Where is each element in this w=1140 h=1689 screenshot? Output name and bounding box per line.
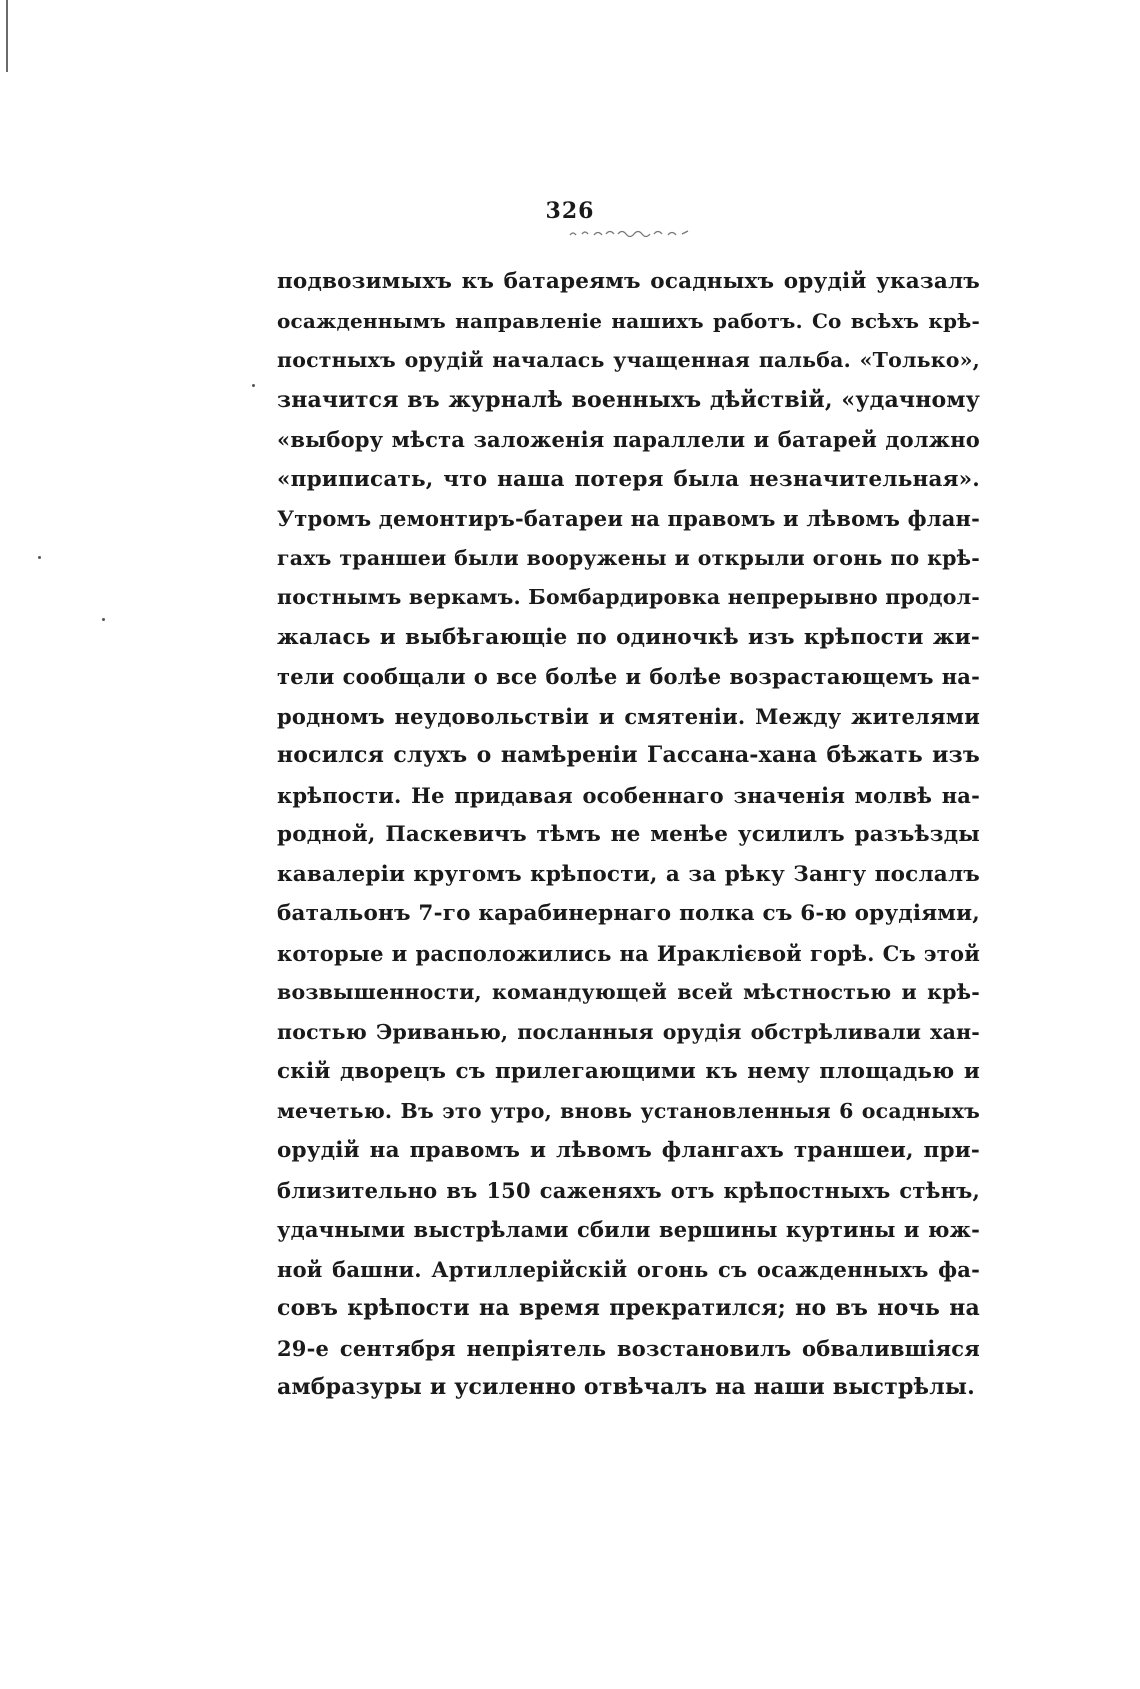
- text-line: мечетью. Въ это утро, вновь установленныя 6 осадныхъ: [277, 1098, 980, 1123]
- text-line: крѣпости. Не придавая особеннаго значенія молвѣ на-: [277, 782, 980, 808]
- text-line: возвышенности, командующей всей мѣстностью и крѣ-: [277, 980, 980, 1004]
- text-line: кавалеріи кругомъ крѣпости, а за рѣку Зангу послалъ: [277, 861, 980, 887]
- text-line: «выбору мѣста заложенія параллели и батарей должно: [277, 427, 980, 452]
- text-line: постныхъ орудій началась учащенная пальба. «Только»,: [277, 348, 980, 372]
- page-number: 326: [545, 198, 595, 224]
- body-text: [277, 262, 980, 1408]
- text-line: ной башни. Артиллерійскій огонь съ осажденныхъ фа-: [277, 1256, 980, 1282]
- text-line: постью Эриванью, посланныя орудія обстрѣливали хан-: [277, 1019, 980, 1044]
- text-line: постнымъ веркамъ. Бомбардировка непрерывно продол-: [277, 585, 980, 609]
- text-line: подвозимыхъ къ батареямъ осадныхъ орудій указалъ: [277, 269, 980, 294]
- text-line: 29-е сентября непріятель возстановилъ обвалившіяся: [277, 1335, 980, 1361]
- text-line: значится въ журналѣ военныхъ дѣйствій, «удачному: [277, 386, 980, 413]
- scan-speck: [102, 618, 105, 621]
- scan-margin-line: [6, 0, 8, 72]
- text-line: «приписать, что наша потеря была незначительная».: [277, 466, 980, 492]
- text-line: носился слухъ о намѣреніи Гассана-хана бѣжать изъ: [277, 742, 980, 768]
- text-line: тели сообщали о все болѣе и болѣе возрастающемъ на-: [277, 664, 980, 689]
- text-line: Утромъ демонтиръ-батареи на правомъ и лѣвомъ флан-: [277, 506, 981, 531]
- text-line: близительно въ 150 саженяхъ отъ крѣпостныхъ стѣнъ,: [277, 1177, 980, 1203]
- text-line: гахъ траншеи были вооружены и открыли огонь по крѣ-: [277, 545, 980, 570]
- scan-speck: [252, 384, 255, 387]
- text-line: орудій на правомъ и лѣвомъ флангахъ траншеи, при-: [277, 1138, 980, 1163]
- text-line: совъ крѣпости на время прекратился; но въ ночь на: [277, 1295, 980, 1321]
- text-line: родномъ неудовольствіи и смятеніи. Между жителями: [277, 703, 980, 729]
- text-line: амбразуры и усиленно отвѣчалъ на наши выстрѣлы.: [277, 1374, 976, 1400]
- scan-speck: [38, 556, 41, 559]
- text-line: осажденнымъ направленіе нашихъ работъ. Со всѣхъ крѣ-: [277, 308, 980, 333]
- text-line: родной, Паскевичъ тѣмъ не менѣе усилилъ разъѣзды: [277, 822, 980, 847]
- text-line: которые и расположились на Ираклієвой горѣ. Съ этой: [277, 940, 980, 966]
- text-line: скій дворецъ съ прилегающими къ нему площадью и: [277, 1059, 980, 1084]
- text-line: жалась и выбѣгающіе по одиночкѣ изъ крѣпости жи-: [277, 624, 980, 650]
- text-line: батальонъ 7-го карабинернаго полка съ 6-ю орудіями,: [277, 901, 980, 926]
- ornament-squiggle: [568, 224, 692, 240]
- text-line: удачными выстрѣлами сбили вершины куртины и юж-: [277, 1217, 980, 1242]
